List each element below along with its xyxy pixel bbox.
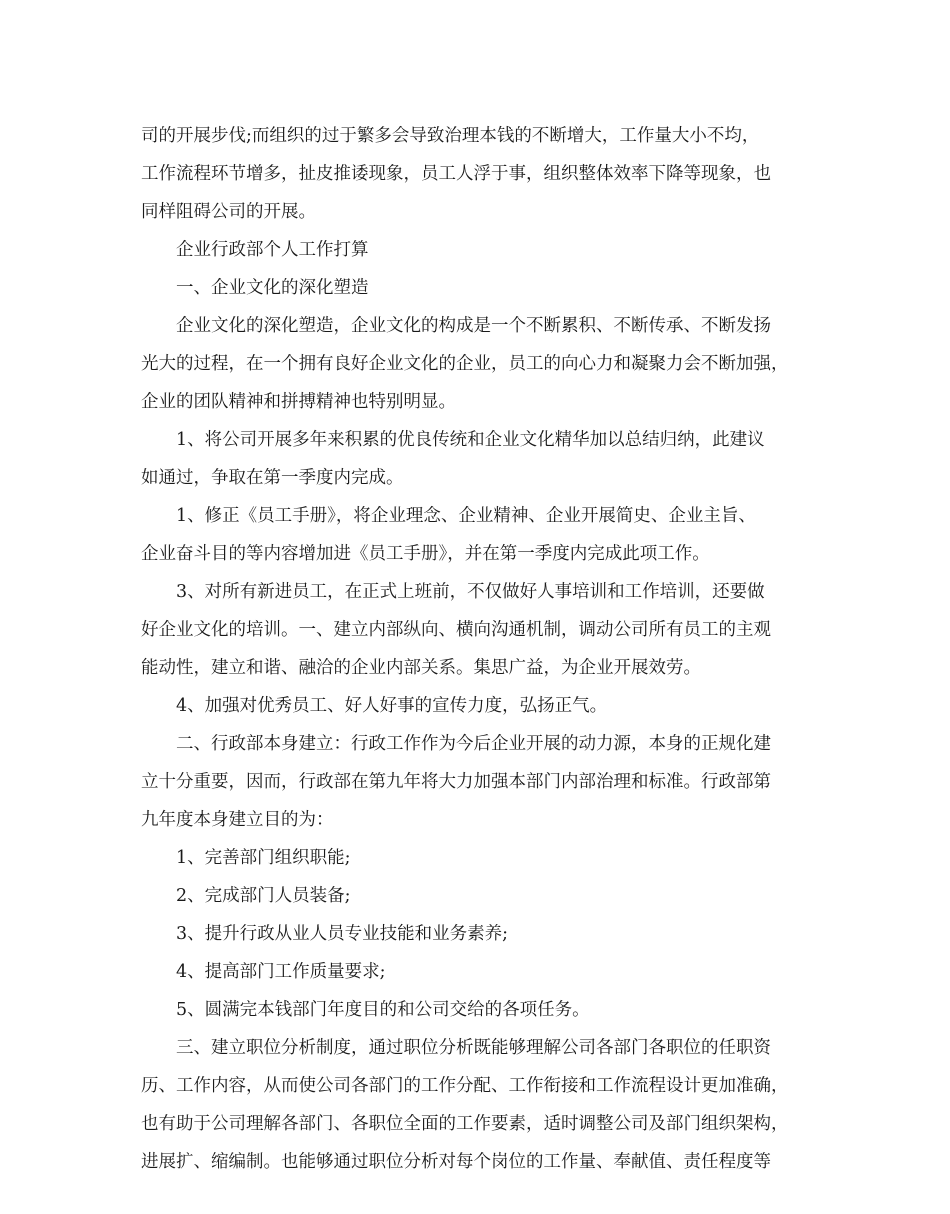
- text-line: 3、对所有新进员工，在正式上班前，不仅做好人事培训和工作培训，还要做: [176, 582, 765, 602]
- text-line: 1、完善部门组织职能;: [176, 848, 351, 868]
- text-line: 4、提高部门工作质量要求;: [176, 962, 386, 982]
- text-line: 立十分重要，因而，行政部在第九年将大力加强本部门内部治理和标准。行政部第: [141, 772, 771, 792]
- text-line: 历、工作内容，从而使公司各部门的工作分配、工作衔接和工作流程设计更加准确，: [141, 1076, 789, 1096]
- text-line: 企业的团队精神和拼搏精神也特别明显。: [141, 392, 456, 412]
- text-line: 企业奋斗目的等内容增加进《员工手册》，并在第一季度内完成此项工作。: [141, 544, 710, 564]
- text-line: 企业行政部个人工作打算: [176, 240, 369, 260]
- text-line: 如通过，争取在第一季度内完成。: [141, 468, 404, 488]
- text-line: 5、圆满完本钱部门年度目的和公司交给的各项任务。: [176, 1000, 590, 1020]
- document-body: [141, 117, 831, 1181]
- text-line: 1、修正《员工手册》，将企业理念、企业精神、企业开展简史、企业主旨、: [176, 506, 756, 526]
- text-line: 3、提升行政从业人员专业技能和业务素养;: [176, 924, 509, 944]
- text-line: 能动性，建立和谐、融洽的企业内部关系。集思广益，为企业开展效劳。: [141, 658, 701, 678]
- text-line: 企业文化的深化塑造，企业文化的构成是一个不断累积、不断传承、不断发扬: [176, 316, 771, 336]
- text-line: 进展扩、缩编制。也能够通过职位分析对每个岗位的工作量、奉献值、责任程度等: [141, 1152, 771, 1172]
- text-line: 三、建立职位分析制度，通过职位分析既能够理解公司各部门各职位的任职资: [176, 1038, 771, 1058]
- text-line: 光大的过程，在一个拥有良好企业文化的企业，员工的向心力和凝聚力会不断加强，: [141, 354, 789, 374]
- text-line: 好企业文化的培训。一、建立内部纵向、横向沟通机制，调动公司所有员工的主观: [141, 620, 771, 640]
- text-line: 二、行政部本身建立：行政工作作为今后企业开展的动力源，本身的正规化建: [176, 734, 771, 754]
- text-line: 4、加强对优秀员工、好人好事的宣传力度，弘扬正气。: [176, 696, 608, 716]
- text-line: 2、完成部门人员装备;: [176, 886, 351, 906]
- text-line: 1、将公司开展多年来积累的优良传统和企业文化精华加以总结归纳，此建议: [176, 430, 765, 450]
- text-line: 一、企业文化的深化塑造: [176, 278, 369, 298]
- text-line: 工作流程环节增多，扯皮推诿现象，员工人浮于事，组织整体效率下降等现象，也: [141, 164, 771, 184]
- text-line: 同样阻碍公司的开展。: [141, 202, 316, 222]
- text-line: 司的开展步伐;而组织的过于繁多会导致治理本钱的不断增大，工作量大小不均，: [141, 126, 760, 146]
- text-line: 也有助于公司理解各部门、各职位全面的工作要素，适时调整公司及部门组织架构，: [141, 1114, 789, 1134]
- text-line: 九年度本身建立目的为：: [141, 810, 334, 830]
